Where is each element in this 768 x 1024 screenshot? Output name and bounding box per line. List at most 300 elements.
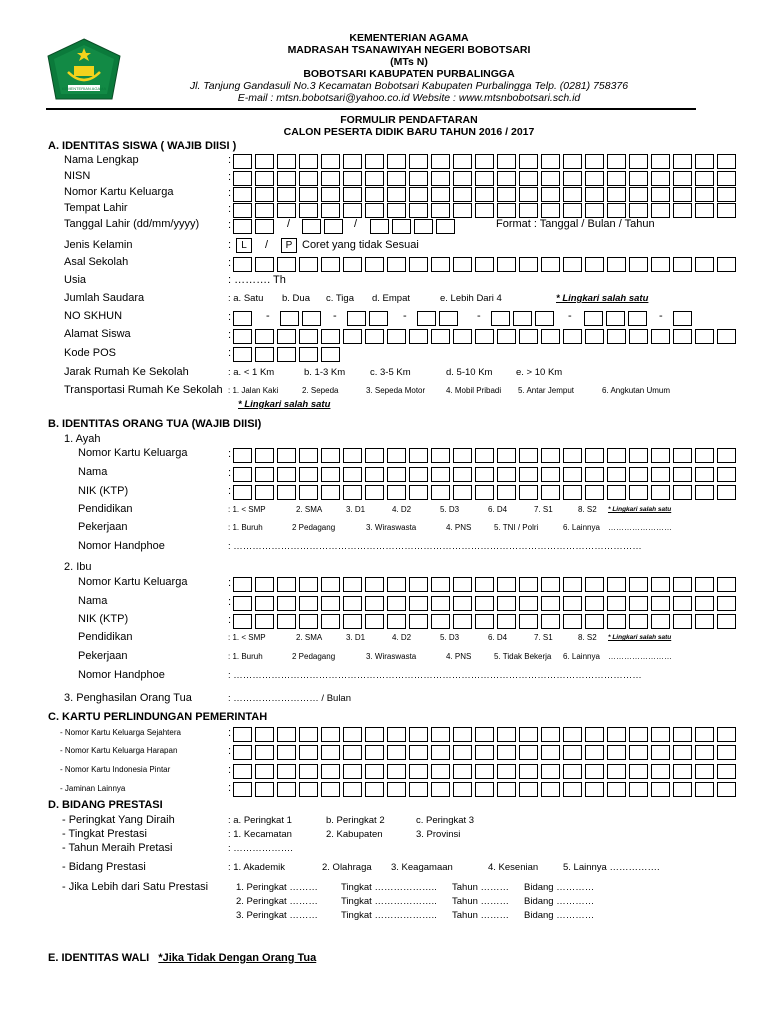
char-box[interactable] [585, 467, 604, 482]
char-box[interactable] [343, 203, 362, 218]
char-box[interactable] [673, 171, 692, 186]
option-tingkat-1[interactable]: : 1. Kecamatan [228, 829, 292, 840]
input-skhun-3[interactable] [347, 311, 391, 326]
char-box[interactable] [717, 187, 736, 202]
input-prestasi-3-tahun[interactable]: Tahun ……… [452, 910, 510, 921]
input-usia[interactable]: : ………. Th [228, 274, 286, 286]
char-box[interactable] [255, 219, 274, 234]
option-saudara-e[interactable]: e. Lebih Dari 4 [440, 293, 502, 304]
char-box[interactable] [365, 154, 384, 169]
char-box[interactable] [629, 171, 648, 186]
char-box[interactable] [563, 764, 582, 779]
char-box[interactable] [436, 219, 455, 234]
char-box[interactable] [299, 257, 318, 272]
char-box[interactable] [695, 727, 714, 742]
char-box[interactable] [233, 596, 252, 611]
option-pek-ibu-2[interactable]: 2 Pedagang [292, 652, 336, 661]
char-box[interactable] [541, 171, 560, 186]
char-box[interactable] [497, 467, 516, 482]
char-box[interactable] [277, 764, 296, 779]
char-box[interactable] [324, 219, 343, 234]
option-pend-ibu-5[interactable]: 5. D3 [440, 633, 460, 642]
char-box[interactable] [439, 311, 458, 326]
char-box[interactable] [277, 448, 296, 463]
option-saudara-b[interactable]: b. Dua [282, 293, 310, 304]
input-alamat-siswa[interactable] [233, 329, 739, 344]
char-box[interactable] [629, 448, 648, 463]
char-box[interactable] [541, 329, 560, 344]
char-box[interactable] [651, 203, 670, 218]
char-box[interactable] [673, 764, 692, 779]
char-box[interactable] [431, 203, 450, 218]
input-tempat-lahir[interactable] [233, 203, 739, 218]
char-box[interactable] [431, 187, 450, 202]
char-box[interactable] [255, 727, 274, 742]
char-box[interactable] [233, 467, 252, 482]
char-box[interactable] [607, 154, 626, 169]
char-box[interactable] [453, 614, 472, 629]
char-box[interactable] [513, 311, 532, 326]
char-box[interactable] [629, 577, 648, 592]
char-box[interactable] [453, 467, 472, 482]
char-box[interactable] [475, 257, 494, 272]
char-box[interactable] [299, 347, 318, 362]
char-box[interactable] [607, 329, 626, 344]
char-box[interactable] [629, 329, 648, 344]
char-box[interactable] [431, 448, 450, 463]
char-box[interactable] [321, 347, 340, 362]
char-box[interactable] [541, 782, 560, 797]
char-box[interactable] [365, 257, 384, 272]
char-box[interactable] [673, 782, 692, 797]
char-box[interactable] [695, 467, 714, 482]
option-pend-ayah-7[interactable]: 7. S1 [534, 505, 553, 514]
char-box[interactable] [299, 727, 318, 742]
option-saudara-d[interactable]: d. Empat [372, 293, 411, 304]
char-box[interactable] [541, 596, 560, 611]
char-box[interactable] [453, 154, 472, 169]
char-box[interactable] [299, 154, 318, 169]
char-box[interactable] [431, 467, 450, 482]
char-box[interactable] [717, 203, 736, 218]
option-pend-ayah-6[interactable]: 6. D4 [488, 505, 508, 514]
char-box[interactable] [255, 485, 274, 500]
char-box[interactable] [585, 257, 604, 272]
char-box[interactable] [541, 203, 560, 218]
checkbox-perempuan[interactable]: P [281, 238, 297, 253]
char-box[interactable] [277, 577, 296, 592]
char-box[interactable] [497, 154, 516, 169]
char-box[interactable] [365, 329, 384, 344]
char-box[interactable] [563, 745, 582, 760]
char-box[interactable] [695, 154, 714, 169]
char-box[interactable] [453, 577, 472, 592]
char-box[interactable] [387, 727, 406, 742]
char-box[interactable] [343, 329, 362, 344]
char-box[interactable] [629, 614, 648, 629]
char-box[interactable] [277, 596, 296, 611]
char-box[interactable] [651, 596, 670, 611]
char-box[interactable] [695, 764, 714, 779]
char-box[interactable] [233, 154, 252, 169]
char-box[interactable] [717, 596, 736, 611]
char-box[interactable] [695, 448, 714, 463]
char-box[interactable] [299, 171, 318, 186]
char-box[interactable] [541, 485, 560, 500]
char-box[interactable] [717, 329, 736, 344]
char-box[interactable] [607, 745, 626, 760]
char-box[interactable] [497, 448, 516, 463]
char-box[interactable] [431, 485, 450, 500]
option-saudara-c[interactable]: c. Tiga [326, 293, 354, 304]
char-box[interactable] [233, 219, 252, 234]
char-box[interactable] [607, 448, 626, 463]
char-box[interactable] [277, 203, 296, 218]
option-bidang-4[interactable]: 4. Kesenian [488, 862, 539, 873]
char-box[interactable] [497, 577, 516, 592]
option-pek-ayah-1[interactable]: : 1. Buruh [228, 523, 263, 532]
char-box[interactable] [321, 187, 340, 202]
char-box[interactable] [475, 485, 494, 500]
char-box[interactable] [519, 171, 538, 186]
char-box[interactable] [651, 171, 670, 186]
char-box[interactable] [302, 219, 321, 234]
input-prestasi-1-bidang[interactable]: Bidang ………… [524, 882, 595, 893]
char-box[interactable] [233, 485, 252, 500]
char-box[interactable] [519, 187, 538, 202]
char-box[interactable] [321, 448, 340, 463]
char-box[interactable] [695, 187, 714, 202]
input-prestasi-1-peringkat[interactable]: 1. Peringkat ……… [236, 882, 318, 893]
char-box[interactable] [475, 764, 494, 779]
char-box[interactable] [563, 257, 582, 272]
char-box[interactable] [233, 614, 252, 629]
char-box[interactable] [497, 203, 516, 218]
char-box[interactable] [497, 171, 516, 186]
char-box[interactable] [629, 782, 648, 797]
option-bidang-3[interactable]: 3. Keagamaan [391, 862, 453, 873]
char-box[interactable] [651, 448, 670, 463]
char-box[interactable] [563, 448, 582, 463]
char-box[interactable] [563, 614, 582, 629]
char-box[interactable] [585, 485, 604, 500]
char-box[interactable] [321, 154, 340, 169]
char-box[interactable] [717, 171, 736, 186]
char-box[interactable] [475, 203, 494, 218]
char-box[interactable] [475, 448, 494, 463]
char-box[interactable] [277, 347, 296, 362]
char-box[interactable] [453, 203, 472, 218]
char-box[interactable] [563, 577, 582, 592]
input-hp-ayah[interactable]: : ………………………………………………………………………………………………………………… [228, 541, 642, 552]
char-box[interactable] [475, 782, 494, 797]
char-box[interactable] [417, 311, 436, 326]
char-box[interactable] [255, 467, 274, 482]
char-box[interactable] [607, 171, 626, 186]
char-box[interactable] [321, 764, 340, 779]
char-box[interactable] [607, 614, 626, 629]
input-prestasi-1-tahun[interactable]: Tahun ……… [452, 882, 510, 893]
char-box[interactable] [563, 467, 582, 482]
char-box[interactable] [431, 154, 450, 169]
char-box[interactable] [475, 329, 494, 344]
input-kk-ibu[interactable] [233, 577, 739, 592]
char-box[interactable] [453, 596, 472, 611]
char-box[interactable] [717, 782, 736, 797]
char-box[interactable] [365, 596, 384, 611]
char-box[interactable] [585, 329, 604, 344]
char-box[interactable] [280, 311, 299, 326]
char-box[interactable] [321, 596, 340, 611]
char-box[interactable] [585, 154, 604, 169]
char-box[interactable] [409, 745, 428, 760]
char-box[interactable] [497, 764, 516, 779]
option-pek-ibu-3[interactable]: 3. Wiraswasta [366, 652, 417, 661]
char-box[interactable] [475, 614, 494, 629]
option-transport-3[interactable]: 3. Sepeda Motor [366, 386, 426, 395]
char-box[interactable] [255, 745, 274, 760]
char-box[interactable] [255, 329, 274, 344]
char-box[interactable] [387, 154, 406, 169]
input-hp-ibu[interactable]: : ………………………………………………………………………………………………………………… [228, 670, 642, 681]
option-pend-ibu-2[interactable]: 2. SMA [296, 633, 323, 642]
char-box[interactable] [497, 596, 516, 611]
option-pek-ibu-5[interactable]: 5. Tidak Bekerja [494, 652, 552, 661]
option-tingkat-3[interactable]: 3. Provinsi [416, 829, 461, 840]
option-saudara-a[interactable]: : a. Satu [228, 293, 264, 304]
char-box[interactable] [321, 329, 340, 344]
option-pend-ayah-1[interactable]: : 1. < SMP [228, 505, 266, 514]
char-box[interactable] [343, 467, 362, 482]
char-box[interactable] [387, 448, 406, 463]
char-box[interactable] [321, 203, 340, 218]
input-nisn[interactable] [233, 171, 739, 186]
char-box[interactable] [673, 727, 692, 742]
char-box[interactable] [414, 219, 433, 234]
option-pend-ayah-8[interactable]: 8. S2 [578, 505, 597, 514]
char-box[interactable] [255, 448, 274, 463]
char-box[interactable] [695, 203, 714, 218]
char-box[interactable] [607, 727, 626, 742]
char-box[interactable] [365, 203, 384, 218]
input-kk-siswa[interactable] [233, 187, 739, 202]
char-box[interactable] [409, 782, 428, 797]
char-box[interactable] [519, 782, 538, 797]
char-box[interactable] [277, 171, 296, 186]
char-box[interactable] [673, 467, 692, 482]
char-box[interactable] [387, 782, 406, 797]
option-pek-ibu-1[interactable]: : 1. Buruh [228, 652, 263, 661]
char-box[interactable] [255, 614, 274, 629]
char-box[interactable] [321, 782, 340, 797]
char-box[interactable] [453, 745, 472, 760]
char-box[interactable] [255, 764, 274, 779]
char-box[interactable] [387, 614, 406, 629]
input-nik-ayah[interactable] [233, 485, 739, 500]
input-penghasilan[interactable]: : ……………………… / Bulan [228, 693, 351, 704]
char-box[interactable] [343, 727, 362, 742]
char-box[interactable] [541, 448, 560, 463]
char-box[interactable] [365, 187, 384, 202]
input-pek-ibu-lainnya[interactable]: …………………… [608, 652, 672, 661]
char-box[interactable] [233, 727, 252, 742]
char-box[interactable] [607, 485, 626, 500]
char-box[interactable] [299, 764, 318, 779]
char-box[interactable] [365, 764, 384, 779]
char-box[interactable] [497, 727, 516, 742]
char-box[interactable] [629, 154, 648, 169]
char-box[interactable] [695, 171, 714, 186]
char-box[interactable] [563, 329, 582, 344]
char-box[interactable] [343, 764, 362, 779]
char-box[interactable] [255, 782, 274, 797]
char-box[interactable] [343, 257, 362, 272]
input-tahun-prestasi[interactable]: : ………………. [228, 843, 293, 854]
char-box[interactable] [475, 745, 494, 760]
char-box[interactable] [673, 187, 692, 202]
input-tanggal-dd[interactable] [233, 219, 277, 234]
option-pend-ibu-7[interactable]: 7. S1 [534, 633, 553, 642]
char-box[interactable] [453, 329, 472, 344]
char-box[interactable] [255, 347, 274, 362]
char-box[interactable] [343, 485, 362, 500]
char-box[interactable] [563, 727, 582, 742]
char-box[interactable] [607, 577, 626, 592]
char-box[interactable] [343, 614, 362, 629]
char-box[interactable] [673, 203, 692, 218]
char-box[interactable] [673, 311, 692, 326]
input-asal-sekolah[interactable] [233, 257, 739, 272]
char-box[interactable] [365, 745, 384, 760]
char-box[interactable] [541, 154, 560, 169]
char-box[interactable] [497, 614, 516, 629]
option-jarak-d[interactable]: d. 5-10 Km [446, 367, 493, 378]
char-box[interactable] [717, 154, 736, 169]
input-prestasi-2-bidang[interactable]: Bidang ………… [524, 896, 595, 907]
char-box[interactable] [299, 448, 318, 463]
char-box[interactable] [431, 257, 450, 272]
char-box[interactable] [299, 203, 318, 218]
input-skhun-6[interactable] [584, 311, 650, 326]
input-nik-ibu[interactable] [233, 614, 739, 629]
char-box[interactable] [277, 485, 296, 500]
input-tanggal-yyyy[interactable] [370, 219, 458, 234]
char-box[interactable] [695, 782, 714, 797]
char-box[interactable] [387, 257, 406, 272]
char-box[interactable] [563, 485, 582, 500]
char-box[interactable] [585, 448, 604, 463]
option-pend-ayah-2[interactable]: 2. SMA [296, 505, 323, 514]
char-box[interactable] [453, 727, 472, 742]
char-box[interactable] [233, 187, 252, 202]
char-box[interactable] [453, 782, 472, 797]
char-box[interactable] [321, 577, 340, 592]
input-nama-lengkap[interactable] [233, 154, 739, 169]
char-box[interactable] [629, 203, 648, 218]
char-box[interactable] [717, 448, 736, 463]
char-box[interactable] [629, 596, 648, 611]
char-box[interactable] [717, 577, 736, 592]
char-box[interactable] [302, 311, 321, 326]
char-box[interactable] [365, 577, 384, 592]
char-box[interactable] [299, 596, 318, 611]
option-jarak-b[interactable]: b. 1-3 Km [304, 367, 346, 378]
option-pek-ayah-6[interactable]: 6. Lainnya [563, 523, 600, 532]
char-box[interactable] [431, 764, 450, 779]
input-prestasi-2-tahun[interactable]: Tahun ……… [452, 896, 510, 907]
char-box[interactable] [299, 614, 318, 629]
char-box[interactable] [519, 577, 538, 592]
option-bidang-1[interactable]: : 1. Akademik [228, 862, 286, 873]
char-box[interactable] [717, 764, 736, 779]
char-box[interactable] [563, 154, 582, 169]
char-box[interactable] [299, 187, 318, 202]
char-box[interactable] [695, 485, 714, 500]
option-transport-4[interactable]: 4. Mobil Pribadi [446, 386, 502, 395]
char-box[interactable] [519, 203, 538, 218]
input-jaminan-lainnya[interactable] [233, 782, 739, 797]
char-box[interactable] [607, 764, 626, 779]
input-kkh[interactable] [233, 745, 739, 760]
input-skhun-1[interactable] [233, 311, 255, 326]
char-box[interactable] [387, 467, 406, 482]
option-jarak-a[interactable]: : a. < 1 Km [228, 367, 275, 378]
char-box[interactable] [233, 764, 252, 779]
char-box[interactable] [343, 171, 362, 186]
option-pend-ayah-5[interactable]: 5. D3 [440, 505, 460, 514]
input-prestasi-3-peringkat[interactable]: 3. Peringkat ……… [236, 910, 318, 921]
char-box[interactable] [519, 329, 538, 344]
option-peringkat-b[interactable]: b. Peringkat 2 [326, 815, 385, 826]
char-box[interactable] [233, 577, 252, 592]
char-box[interactable] [409, 577, 428, 592]
char-box[interactable] [387, 596, 406, 611]
char-box[interactable] [497, 485, 516, 500]
char-box[interactable] [233, 329, 252, 344]
char-box[interactable] [387, 577, 406, 592]
char-box[interactable] [497, 745, 516, 760]
char-box[interactable] [535, 311, 554, 326]
option-jarak-c[interactable]: c. 3-5 Km [370, 367, 411, 378]
char-box[interactable] [387, 764, 406, 779]
char-box[interactable] [607, 596, 626, 611]
char-box[interactable] [321, 485, 340, 500]
char-box[interactable] [431, 614, 450, 629]
option-pend-ayah-4[interactable]: 4. D2 [392, 505, 412, 514]
char-box[interactable] [607, 782, 626, 797]
option-tingkat-2[interactable]: 2. Kabupaten [326, 829, 383, 840]
char-box[interactable] [431, 745, 450, 760]
char-box[interactable] [651, 154, 670, 169]
option-pend-ibu-1[interactable]: : 1. < SMP [228, 633, 266, 642]
input-skhun-5[interactable] [491, 311, 557, 326]
char-box[interactable] [651, 782, 670, 797]
input-prestasi-2-tingkat[interactable]: Tingkat ……………….. [341, 896, 437, 907]
char-box[interactable] [695, 577, 714, 592]
char-box[interactable] [255, 203, 274, 218]
char-box[interactable] [629, 745, 648, 760]
char-box[interactable] [585, 171, 604, 186]
char-box[interactable] [277, 614, 296, 629]
char-box[interactable] [409, 257, 428, 272]
input-skhun-4[interactable] [417, 311, 461, 326]
char-box[interactable] [606, 311, 625, 326]
char-box[interactable] [585, 745, 604, 760]
char-box[interactable] [387, 203, 406, 218]
char-box[interactable] [255, 171, 274, 186]
char-box[interactable] [673, 614, 692, 629]
char-box[interactable] [365, 448, 384, 463]
